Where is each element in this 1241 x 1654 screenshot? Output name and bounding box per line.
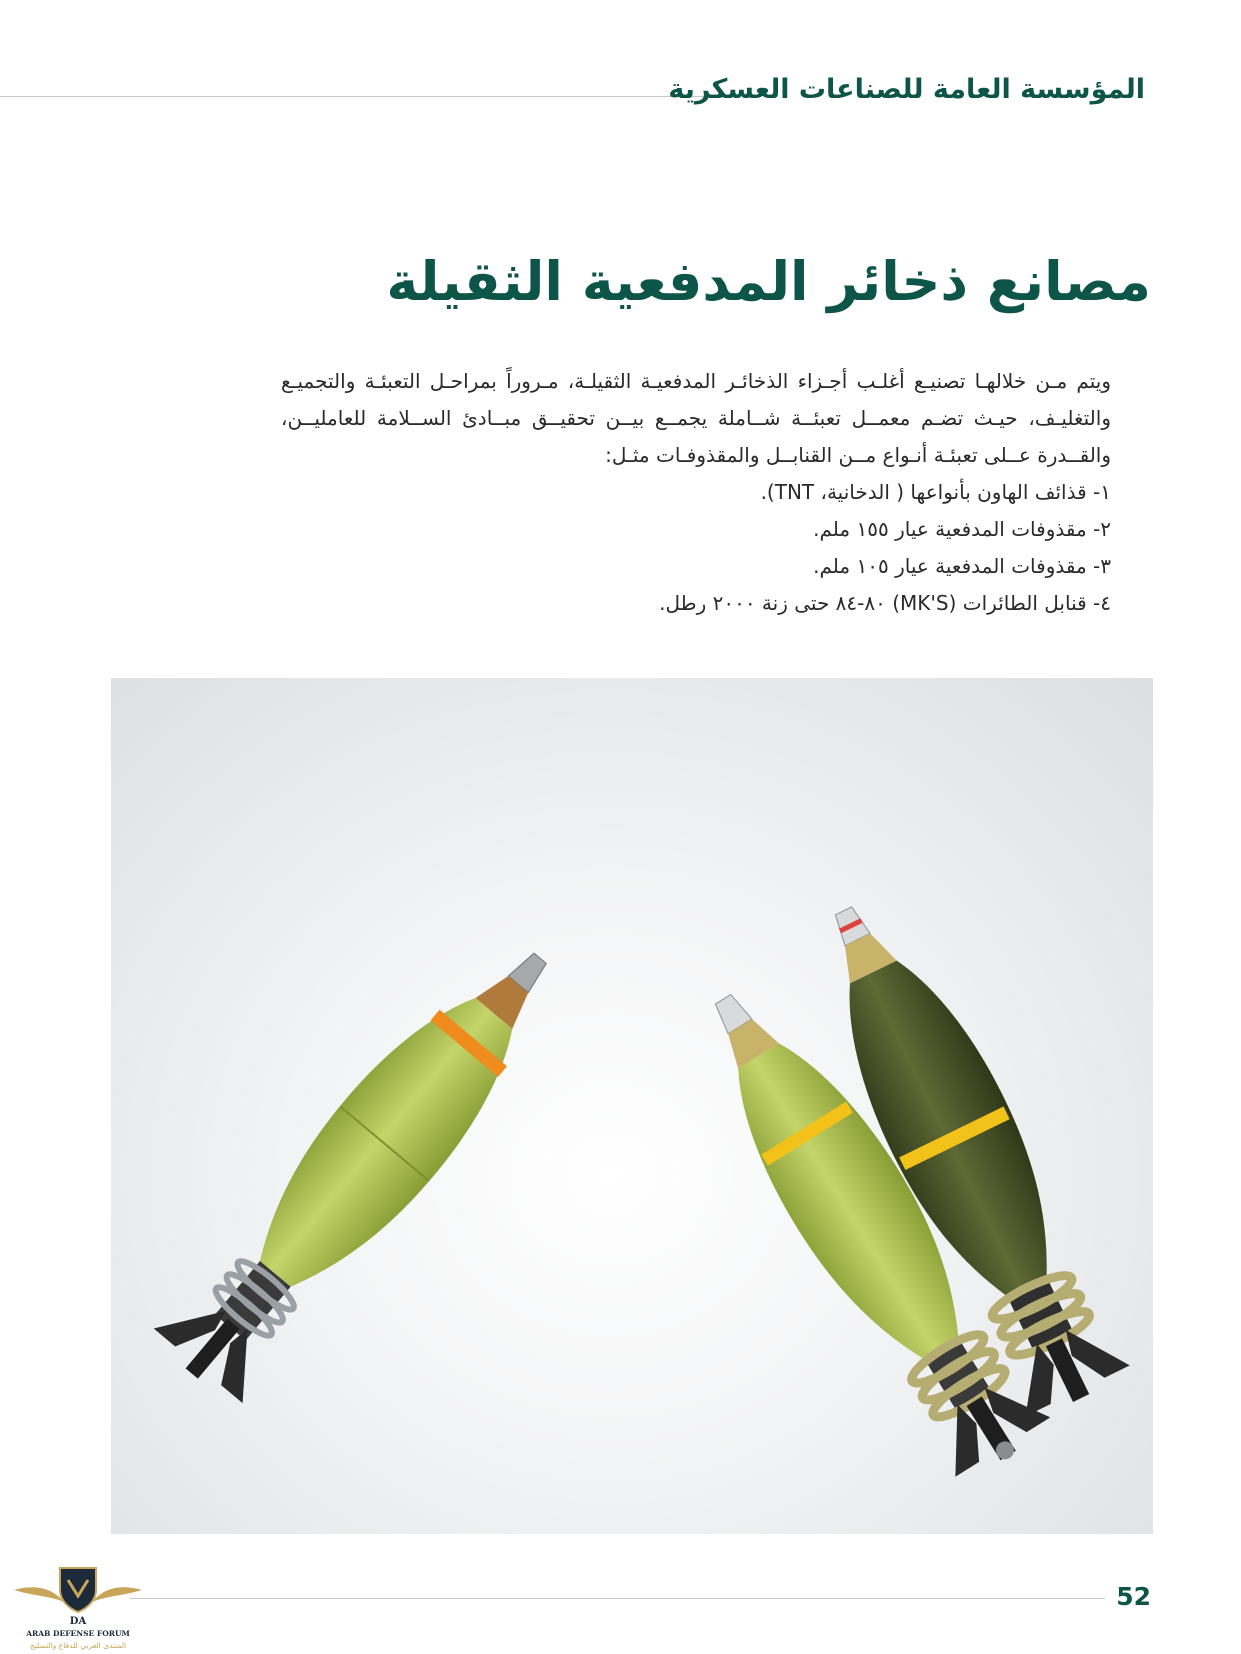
intro-paragraph: ويتم مـن خلالهـا تصنيـع أغلـب أجـزاء الذخائـر المدفعيـة الثقيلـة، مـروراً بمراحـل التعبئـة والتجميـع والتغليـف، حيـث تضـم معمــل تعبئــة شــاملة يجمــع بيــن تحقيــق مبــادئ الســلامة للعامليــن، والقــدرة عــلى تعبئـة أنـواع مــن القنابــل والمقذوفـات مثـل: xyxy=(281,369,1111,467)
forum-logo xyxy=(8,1566,148,1654)
ammunition-list xyxy=(281,474,1111,622)
header-rule xyxy=(0,96,728,97)
page-number: 52 xyxy=(1116,1582,1151,1611)
organization-name: المؤسسة العامة للصناعات العسكرية xyxy=(668,74,1145,105)
page-title: مصانع ذخائر المدفعية الثقيلة xyxy=(386,250,1151,313)
forum-emblem-icon xyxy=(8,1566,148,1654)
list-item: ٣- مقذوفات المدفعية عيار ١٠٥ ملم. xyxy=(813,554,1111,578)
list-item: ٢- مقذوفات المدفعية عيار ١٥٥ ملم. xyxy=(813,517,1111,541)
body-text xyxy=(281,363,1111,622)
forum-name-ar: المنتدى العربي للدفاع والتسليح xyxy=(29,1641,127,1650)
footer-rule xyxy=(130,1598,1105,1599)
mortar-shells-photo xyxy=(111,678,1153,1534)
forum-initials: DA xyxy=(69,1616,87,1627)
list-item: ١- قذائف الهاون بأنواعها ( الدخانية، TNT). xyxy=(760,480,1111,504)
forum-name-en: ARAB DEFENSE FORUM xyxy=(26,1629,130,1638)
left-mortar-shell xyxy=(147,921,585,1411)
list-item: ٤- قنابل الطائرات (MK'S) ٨٠-٨٤ حتى زنة ٢٠٠٠ رطل. xyxy=(659,591,1111,615)
mortar-shells-illustration xyxy=(111,678,1153,1534)
